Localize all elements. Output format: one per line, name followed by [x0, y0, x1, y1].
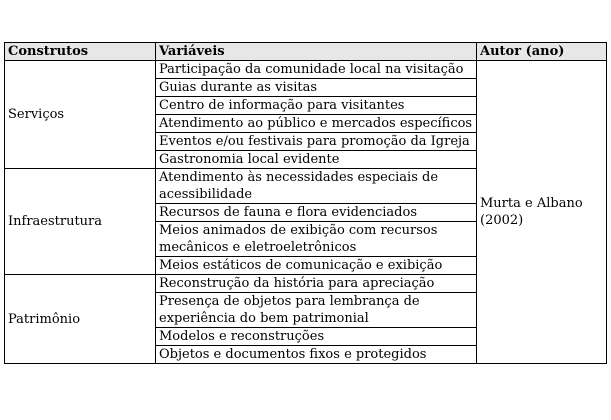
variable-cell: Recursos de fauna e flora evidenciados — [156, 204, 477, 222]
header-row — [5, 43, 607, 61]
table-row — [5, 61, 607, 79]
variable-cell: Meios animados de exibição com recursos mecânicos e eletroeletrônicos — [156, 222, 477, 257]
variable-cell: Presença de objetos para lembrança de experiência do bem patrimonial — [156, 293, 477, 328]
variable-cell: Eventos e/ou festivais para promoção da Igreja — [156, 133, 477, 151]
construct-infraestrutura: Infraestrutura — [5, 169, 156, 275]
variable-cell: Atendimento às necessidades especiais de acessibilidade — [156, 169, 477, 204]
construct-servicos: Serviços — [5, 61, 156, 169]
header-variables: Variáveis — [156, 43, 477, 61]
variable-cell: Objetos e documentos fixos e protegidos — [156, 346, 477, 364]
variable-cell: Atendimento ao público e mercados específicos — [156, 115, 477, 133]
variable-cell: Guias durante as visitas — [156, 79, 477, 97]
variable-cell: Meios estáticos de comunicação e exibição — [156, 257, 477, 275]
header-constructs: Construtos — [5, 43, 156, 61]
variable-cell: Modelos e reconstruções — [156, 328, 477, 346]
construct-patrimonio: Patrimônio — [5, 275, 156, 364]
author-cell: Murta e Albano (2002) — [477, 61, 607, 364]
variable-cell: Centro de informação para visitantes — [156, 97, 477, 115]
constructs-variables-table — [4, 42, 607, 364]
variable-cell: Reconstrução da história para apreciação — [156, 275, 477, 293]
variable-cell: Gastronomia local evidente — [156, 151, 477, 169]
variable-cell: Participação da comunidade local na visitação — [156, 61, 477, 79]
header-author: Autor (ano) — [477, 43, 607, 61]
